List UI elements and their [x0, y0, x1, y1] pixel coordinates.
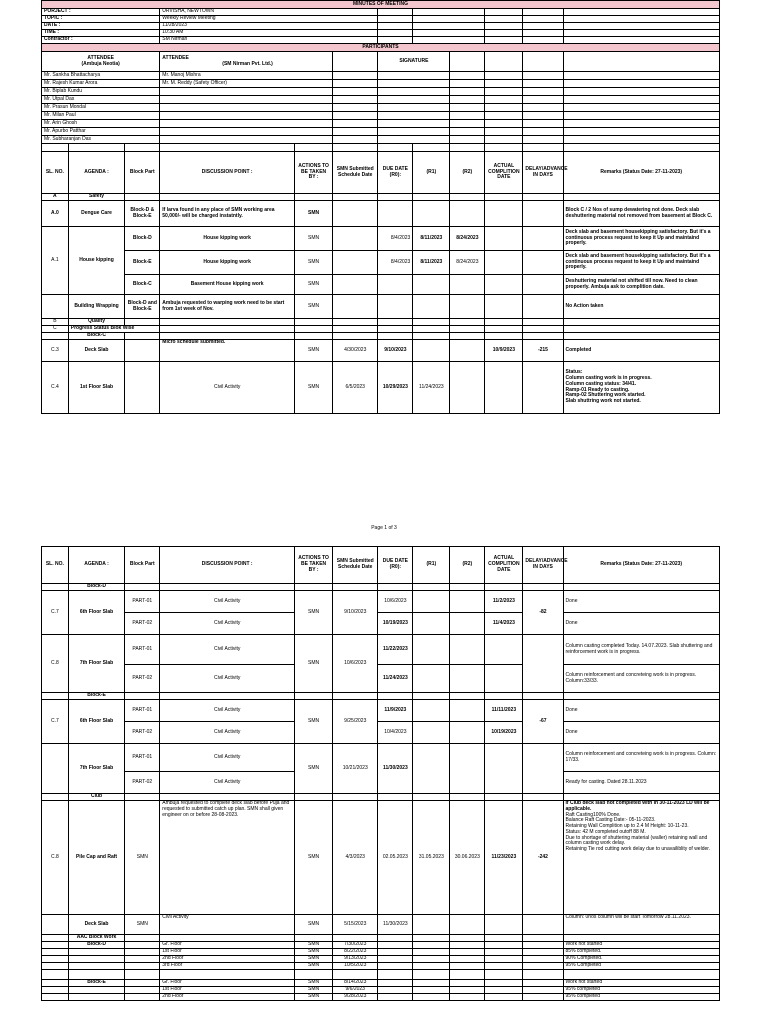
row-agenda: Deck Slab — [68, 340, 125, 362]
col-header-r2: (R2) — [450, 547, 485, 584]
row-agenda: House kipping — [68, 227, 125, 295]
row-part: PART-02 — [125, 613, 160, 635]
row-remarks: Block C / 2 Nos of sump dewatering not done. Deck slab deshuttering material not removed from basement at Block C. — [563, 201, 719, 227]
attendee-smn-header — [160, 52, 333, 72]
remark-line: Column casting status: 34/41. — [565, 380, 637, 387]
row-actions: SMN — [295, 915, 333, 935]
row-sl: A.1 — [42, 227, 69, 295]
info-label: TOPIC : — [42, 16, 160, 23]
row-smn-date: 7/30/2023 — [333, 942, 378, 949]
row-remarks: Deshuttering material not shifted till now. Need to clean propoerly. Ambuja ask to complition date. — [563, 275, 719, 295]
col-header-sl: SL. NO. — [42, 152, 69, 194]
row-due: 10/6/2023 — [378, 591, 413, 613]
attendee-company: (SM Nirman Pvt. Ltd.) — [222, 60, 273, 67]
row-block: SMN — [125, 915, 160, 935]
row-due: 10/4/2023 — [378, 722, 413, 744]
row-actions: SMN — [295, 744, 333, 794]
row-remarks: 90% Completed. — [563, 956, 719, 963]
row-part: PART-02 — [125, 722, 160, 744]
row-remarks: Column casting completed Today. 14.07.2023. Slab shuttering and reinforcement work is in progress. — [563, 635, 719, 665]
minutes-table-page2 — [41, 546, 720, 1001]
section-sl: B — [42, 319, 69, 326]
row-actual: 11/23/2023 — [485, 801, 523, 915]
row-smn-date: 10/6/2023 — [333, 635, 378, 693]
aac-floor: 2nd Floor — [160, 956, 295, 963]
row-smn-date: 9/28/2023 — [333, 994, 378, 1001]
row-actions: SMN — [295, 994, 333, 1001]
row-actions: SMN — [295, 275, 333, 295]
row-agenda: 7th Floor Slab — [68, 635, 125, 693]
info-label: TIME : — [42, 30, 160, 37]
ambuja-attendee: Mr. Milan Paul — [42, 112, 160, 120]
section-label: Quality — [68, 319, 125, 326]
page-number: Page 1 of 3 — [371, 525, 397, 531]
row-r2: 30.06.2023 — [450, 801, 485, 915]
col-header-remarks: Remarks (Status Date: 27-11-2023) — [563, 152, 719, 194]
row-remarks: No Action taken — [563, 295, 719, 319]
row-block: Block-D and Block-E — [125, 295, 160, 319]
row-remarks: 85% completed. — [563, 949, 719, 956]
row-remarks: Work not started — [563, 980, 719, 987]
row-agenda: 7th Floor Slab — [68, 744, 125, 794]
row-actual: 10/19/2023 — [485, 722, 523, 744]
row-smn-date: 5/15/2023 — [333, 915, 378, 935]
row-actions: SMN — [295, 251, 333, 275]
row-actions: SMN — [295, 362, 333, 414]
aac-floor: Gr. Floor — [160, 980, 295, 987]
row-part: PART-02 — [125, 665, 160, 693]
section-label: Safety — [68, 194, 125, 201]
ambuja-attendee: Mr. Rajesh Kumar Arora — [42, 80, 160, 88]
col-header-due: DUE DATE (R0): — [378, 547, 413, 584]
row-block: Block-C — [125, 275, 160, 295]
row-due: 8/11/2023 — [413, 227, 450, 251]
attendee-company: (Ambuja Neotia) — [81, 60, 120, 67]
row-discussion: Basement House kipping work — [160, 275, 295, 295]
row-part: PART-01 — [125, 635, 160, 665]
col-header-smn-submitted: SMN Submitted Schedule Date — [333, 152, 378, 194]
row-due: 11/30/2023 — [378, 744, 413, 794]
row-remarks: Done — [563, 722, 719, 744]
row-r1: 31.05.2023 — [413, 801, 450, 915]
row-actions: SMN — [295, 295, 333, 319]
aac-floor: Gr. Floor — [160, 942, 295, 949]
row-smn-date: 4/3/2023 — [333, 801, 378, 915]
block-label: Block-E — [68, 693, 125, 700]
remark-line: Ramp-02 Shuttering work started. — [565, 392, 646, 399]
row-part: PART-01 — [125, 591, 160, 613]
row-remarks: 95% completed — [563, 994, 719, 1001]
row-r1: 8/24/2023 — [450, 251, 485, 275]
row-discussion: Micro schedule submitted. — [160, 340, 295, 362]
info-value: 11/28/2023 — [160, 23, 378, 30]
row-remarks: Ready for casting. Dated 28.11.2023 — [563, 772, 719, 794]
row-remarks: Completed — [563, 340, 719, 362]
col-header-agenda: AGENDA : — [68, 152, 125, 194]
minutes-table-page1 — [41, 0, 720, 414]
row-r1: 8/24/2023 — [450, 227, 485, 251]
aac-floor: 3rd Floor — [160, 963, 295, 970]
col-header-r1: (R1) — [413, 152, 450, 194]
row-actions: SMN — [295, 700, 333, 744]
ambuja-attendee: Mr. Utpal Das — [42, 96, 160, 104]
row-due: 11/24/2023 — [378, 665, 413, 693]
row-actions: SMN — [295, 980, 333, 987]
col-header-delay: DELAY/ADVANCE IN DAYS — [523, 547, 563, 584]
section-sl: C — [42, 326, 69, 333]
remark-line: Balance Raft Casting Date:- 05-11-2023. — [565, 817, 656, 824]
row-sl: C.7 — [42, 591, 69, 635]
row-actions: SMN — [295, 801, 333, 915]
row-actual: 11/4/2023 — [485, 613, 523, 635]
row-remarks — [563, 801, 719, 915]
row-delay: -82 — [523, 591, 563, 635]
aac-floor: 2nd Floor — [160, 994, 295, 1001]
row-block: Block-D — [125, 227, 160, 251]
row-sl: C.4 — [42, 362, 69, 414]
row-discussion: Ambuja requested to complete deck slab before Puja and requested to submitted catch up plan. SMN shall given engineer on or before 28-08-2023. — [160, 801, 295, 915]
row-discussion: House kipping work — [160, 251, 295, 275]
section-label: Progress Status Blok Wise — [68, 326, 160, 333]
ambuja-attendee: Mr. Prasun Mondal — [42, 104, 160, 112]
attendee-label: ATTENDEE — [87, 54, 114, 61]
row-due: 02.05.2023 — [378, 801, 413, 915]
row-agenda: Building Wrapping — [68, 295, 125, 319]
info-label: Contractor : — [42, 37, 160, 44]
row-block: SMN — [125, 801, 160, 915]
row-actions: SMN — [295, 201, 333, 227]
remark-line: Ramp-01 Ready to casting. — [565, 386, 630, 393]
row-due: 10/29/2023 — [378, 362, 413, 414]
aac-floor: 1st Floor — [160, 987, 295, 994]
col-header-actions: ACTIONS TO BE TAKEN BY : — [295, 547, 333, 584]
info-label: PORJECT : — [42, 9, 160, 16]
row-block: Block-E — [125, 251, 160, 275]
row-actions: SMN — [295, 942, 333, 949]
remark-line: Raft Casting100% Done. — [565, 811, 621, 818]
row-discussion: Civil Activity — [160, 772, 295, 794]
ambuja-attendee: Mr. Apurbo Patthar — [42, 128, 160, 136]
block-label: Block-D — [68, 584, 125, 591]
row-discussion: If larva found in any place of SMN working area 50,000/- will be charged instatntly. — [160, 201, 295, 227]
col-header-smn-submitted: SMN Submitted Schedule Date — [333, 547, 378, 584]
col-header-remarks: Remarks (Status Date: 27-11-2023) — [563, 547, 719, 584]
row-discussion: Civil Activity — [160, 665, 295, 693]
row-smn-date: 4/30/2023 — [333, 340, 378, 362]
section-sl: A — [42, 194, 69, 201]
row-actions: SMN — [295, 227, 333, 251]
block-label: AAC Block Work — [68, 935, 125, 942]
row-due: 10/19/2023 — [378, 613, 413, 635]
row-smn-date: 9/10/2023 — [333, 591, 378, 635]
row-due: 11/9/2023 — [378, 700, 413, 722]
info-value: SM Nirman — [160, 37, 378, 44]
row-discussion: Civil Activity — [160, 700, 295, 722]
row-actions: SMN — [295, 340, 333, 362]
row-discussion: Civil Activity — [160, 362, 295, 414]
col-header-actions: ACTIONS TO BE TAKEN BY : — [295, 152, 333, 194]
col-header-block: Block Part — [125, 152, 160, 194]
row-smn-date: 9/6/2023 — [333, 987, 378, 994]
row-sl: C.8 — [42, 801, 69, 915]
row-sl: A.0 — [42, 201, 69, 227]
col-header-agenda: AGENDA : — [68, 547, 125, 584]
info-value: URVISHA, NEWTOWN — [160, 9, 378, 16]
row-remarks: Done — [563, 613, 719, 635]
row-due: 11/30/2023 — [378, 915, 413, 935]
row-remarks: Done — [563, 591, 719, 613]
row-agenda: 1st Floor Slab — [68, 362, 125, 414]
row-actions: SMN — [295, 949, 333, 956]
remark-line: If Club deck slab not completed with in 30-11-2023 LD will be applicable. — [565, 800, 710, 812]
row-sl: C.3 — [42, 340, 69, 362]
ambuja-attendee: Mr. Arin Ghosh — [42, 120, 160, 128]
row-actions: SMN — [295, 591, 333, 635]
row-discussion: Civil Activity — [160, 613, 295, 635]
block-label: Block-C — [68, 333, 125, 340]
row-due: 9/10/2023 — [378, 340, 413, 362]
row-actions: SMN — [295, 987, 333, 994]
row-smn-date: 8/4/2023 — [378, 227, 413, 251]
row-remarks: Done — [563, 700, 719, 722]
row-actions: SMN — [295, 963, 333, 970]
row-remarks: Column reinforcement and concreteing work is in progress. Column: 17/33. — [563, 744, 719, 772]
row-smn-date: 10/5/2023 — [333, 963, 378, 970]
row-sl: C.8 — [42, 635, 69, 693]
row-delay: -67 — [523, 700, 563, 744]
row-discussion: Civil Activity — [160, 635, 295, 665]
row-agenda: 6th Floor Slab — [68, 700, 125, 744]
block-label: Club — [68, 794, 125, 801]
participants-heading: PARTICIPANTS — [42, 44, 720, 52]
smn-attendee: Mr. Manoj Mishra — [160, 72, 333, 80]
ambuja-attendee: Mr. Subharanjan Das — [42, 136, 160, 144]
ambuja-attendee: Mr. Biplab Kundu — [42, 88, 160, 96]
info-label: DATE : — [42, 23, 160, 30]
row-agenda: Pile Cap and Raft — [68, 801, 125, 915]
row-remarks: 95% Completed — [563, 963, 719, 970]
remark-line: Column casting work is in progress. — [565, 375, 652, 381]
attendee-ambuja-header — [42, 52, 160, 72]
row-smn-date: 10/21/2023 — [333, 744, 378, 794]
col-header-actual: ACTUAL COMPLITION DATE — [485, 547, 523, 584]
row-actions: SMN — [295, 635, 333, 693]
row-part: PART-01 — [125, 700, 160, 722]
ambuja-attendee: Mr. Sankha Bhattacharya — [42, 72, 160, 80]
col-header-discussion: DISCUSSION POINT : — [160, 547, 295, 584]
row-remarks: Column: 0nos column will be start Tomorrow 28.11.2023. — [563, 915, 719, 935]
row-part: PART-02 — [125, 772, 160, 794]
row-part: PART-01 — [125, 744, 160, 772]
row-remarks: Work not started — [563, 942, 719, 949]
signature-header: SIGNATURE — [378, 52, 450, 72]
smn-attendee: Mr. M. Reddy (Safety Officer) — [160, 80, 333, 88]
row-agenda: 6th Floor Slab — [68, 591, 125, 635]
row-remarks: Column reinforcement and concreteing work is in progress. Column:33/33. — [563, 665, 719, 693]
row-sl: C.7 — [42, 700, 69, 744]
row-actual: 10/9/2023 — [485, 340, 523, 362]
row-due: 11/22/2023 — [378, 635, 413, 665]
col-header-r1: (R1) — [413, 547, 450, 584]
row-actual: 11/11/2023 — [485, 700, 523, 722]
aac-floor: 1st Floor — [160, 949, 295, 956]
row-discussion: Civil Activity — [160, 744, 295, 772]
row-remarks: Deck slab and basement housekipping satisfactory. But it's a continuous process request to keep it Up and maintaind properly. — [563, 227, 719, 251]
row-due: 8/11/2023 — [413, 251, 450, 275]
row-delay: -242 — [523, 801, 563, 915]
remark-line: Status: 42 M completed outoff 88 M. — [565, 828, 646, 835]
row-actions: SMN — [295, 956, 333, 963]
row-smn-date: 9/13/2023 — [333, 956, 378, 963]
info-value: Weekly Review Meeting — [160, 16, 378, 23]
col-header-sl: SL. NO. — [42, 547, 69, 584]
info-value: 10:30 AM — [160, 30, 378, 37]
col-header-delay: DELAY/ADVANCE IN DAYS — [523, 152, 563, 194]
block-label: Block-E — [68, 980, 125, 987]
row-remarks: 95% completed — [563, 987, 719, 994]
row-delay: -215 — [523, 340, 563, 362]
row-discussion: Civil Activity — [160, 915, 295, 935]
document-title: MINUTES OF MEETING — [42, 1, 720, 9]
row-discussion: Civil Activity — [160, 591, 295, 613]
block-label: Block-D — [68, 942, 125, 949]
col-header-block: Block Part — [125, 547, 160, 584]
remark-line: Due to shortage of shuttering material (waller) retaining wall and column casting work delay. — [565, 834, 708, 847]
row-smn-date: 8/22/2023 — [333, 949, 378, 956]
remark-line: Retaining Wall Complition up to 2.4 M Height: 10-11-23. — [565, 823, 689, 829]
remark-line: Retaining Tie rod cutting work delay due to unavailiblity of welder. — [565, 846, 711, 852]
row-remarks — [563, 362, 719, 414]
row-agenda: Deck Slab — [68, 915, 125, 935]
row-r1: 11/24/2023 — [413, 362, 450, 414]
remark-line: Status: — [565, 369, 583, 376]
col-header-r2: (R2) — [450, 152, 485, 194]
row-smn-date: 9/25/2023 — [333, 700, 378, 744]
row-discussion: Ambuja requested to warping work need to be start from 1st week of Nov. — [160, 295, 295, 319]
row-smn-date: 6/5/2023 — [333, 362, 378, 414]
row-remarks: Deck slab and basement housekipping satisfactory. But it's a continuous process request to keep it Up and maintaind properly. — [563, 251, 719, 275]
col-header-discussion: DISCUSSION POINT : — [160, 152, 295, 194]
col-header-due: DUE DATE (R0): — [378, 152, 413, 194]
row-discussion: House kipping work — [160, 227, 295, 251]
row-actual: 11/2/2023 — [485, 591, 523, 613]
row-smn-date: 8/4/2023 — [378, 251, 413, 275]
remark-line: Slab shuttring work not started. — [565, 398, 641, 404]
row-discussion: Civil Activity — [160, 722, 295, 744]
row-block: Block-D & Block-E — [125, 201, 160, 227]
attendee-label: ATTENDEE — [162, 54, 189, 61]
row-smn-date: 8/14/2023 — [333, 980, 378, 987]
row-agenda: Dengue Care — [68, 201, 125, 227]
col-header-actual: ACTUAL COMPLITION DATE — [485, 152, 523, 194]
